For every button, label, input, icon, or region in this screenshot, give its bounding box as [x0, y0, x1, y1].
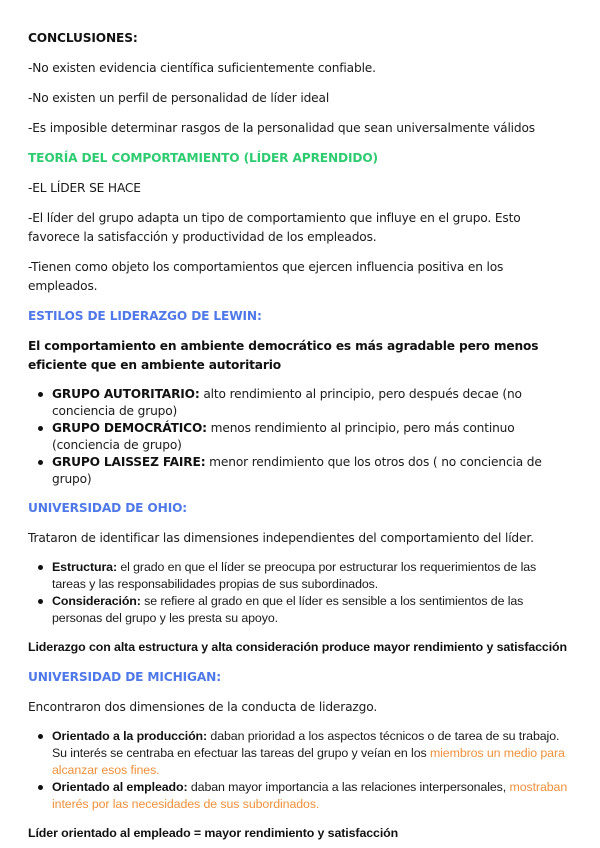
- list-term: GRUPO DEMOCRÁTICO:: [52, 421, 207, 435]
- list-item: [28, 779, 570, 813]
- bullet-icon: [38, 734, 43, 739]
- heading-lewin: ESTILOS DE LIDERAZGO DE LEWIN:: [28, 309, 262, 323]
- bullet-icon: [38, 785, 43, 790]
- teoria-item: -Tienen como objeto los comportamientos que ejercen influencia positiva en los empleados.: [28, 260, 504, 293]
- list-text: menor rendimiento que los otros dos ( no conciencia de grupo): [52, 455, 542, 486]
- list-text: daban prioridad a los aspectos técnicos o de tarea de su trabajo. Su interés se centraba en efectuar las tareas del grupo y veían en los: [52, 729, 560, 760]
- list-item: [28, 420, 570, 454]
- bullet-icon: [38, 565, 43, 570]
- ohio-conclusion: Liderazgo con alta estructura y alta consideración produce mayor rendimiento y satisfacción: [28, 640, 567, 654]
- list-text: daban mayor importancia a las relaciones interpersonales,: [187, 780, 510, 794]
- michigan-intro: Encontraron dos dimensiones de la conducta de liderazgo.: [28, 700, 378, 714]
- list-term: Orientado a la producción:: [52, 729, 208, 743]
- list-term: GRUPO LAISSEZ FAIRE:: [52, 455, 206, 469]
- heading-conclusiones: CONCLUSIONES:: [28, 31, 138, 45]
- michigan-list: [28, 728, 570, 813]
- list-item: [28, 559, 570, 593]
- list-term: Orientado al empleado:: [52, 780, 188, 794]
- teoria-item: -El líder del grupo adapta un tipo de comportamiento que influye en el grupo. Esto favorece la satisfacción y productividad de los empleados.: [28, 211, 521, 244]
- highlight-text: mostraban interés por las necesidades de sus subordinados.: [52, 780, 568, 811]
- list-term: Consideración:: [52, 594, 141, 608]
- conclusion-item: -Es imposible determinar rasgos de la personalidad que sean universalmente válidos: [28, 121, 536, 135]
- list-item: [28, 454, 570, 488]
- list-item: [28, 386, 570, 420]
- bullet-icon: [38, 426, 43, 431]
- list-text: alto rendimiento al principio, pero después decae (no conciencia de grupo): [52, 387, 522, 418]
- ohio-list: [28, 559, 570, 627]
- lewin-list: [28, 386, 570, 488]
- ohio-intro: Trataron de identificar las dimensiones independientes del comportamiento del líder.: [28, 531, 534, 545]
- list-term: GRUPO AUTORITARIO:: [52, 387, 200, 401]
- heading-michigan: UNIVERSIDAD DE MICHIGAN:: [28, 670, 221, 684]
- bullet-icon: [38, 599, 43, 604]
- conclusion-item: -No existen un perfil de personalidad de líder ideal: [28, 91, 330, 105]
- teoria-item: -EL LÍDER SE HACE: [28, 181, 141, 195]
- heading-teoria: TEORÍA DEL COMPORTAMIENTO (LÍDER APRENDIDO): [28, 151, 378, 165]
- heading-ohio: UNIVERSIDAD DE OHIO:: [28, 501, 188, 515]
- list-text: menos rendimiento al principio, pero más continuo (conciencia de grupo): [52, 421, 515, 452]
- bullet-icon: [38, 460, 43, 465]
- list-item: [28, 728, 570, 779]
- list-text: se refiere al grado en que el líder es sensible a los sentimientos de las personas del grupo y les presta su apoyo.: [52, 594, 524, 625]
- conclusion-item: -No existen evidencia científica suficientemente confiable.: [28, 61, 376, 75]
- highlight-text: miembros un medio para alcanzar esos fines.: [52, 746, 565, 777]
- bullet-icon: [38, 392, 43, 397]
- list-text: el grado en que el líder se preocupa por estructurar los requerimientos de las tareas y las responsabilidades propias de sus subordinados.: [52, 560, 537, 591]
- michigan-conclusion: Líder orientado al empleado = mayor rendimiento y satisfacción: [28, 826, 399, 840]
- list-term: Estructura:: [52, 560, 117, 574]
- lewin-intro: El comportamiento en ambiente democrático es más agradable pero menos eficiente que en ambiente autoritario: [28, 339, 539, 372]
- list-item: [28, 593, 570, 627]
